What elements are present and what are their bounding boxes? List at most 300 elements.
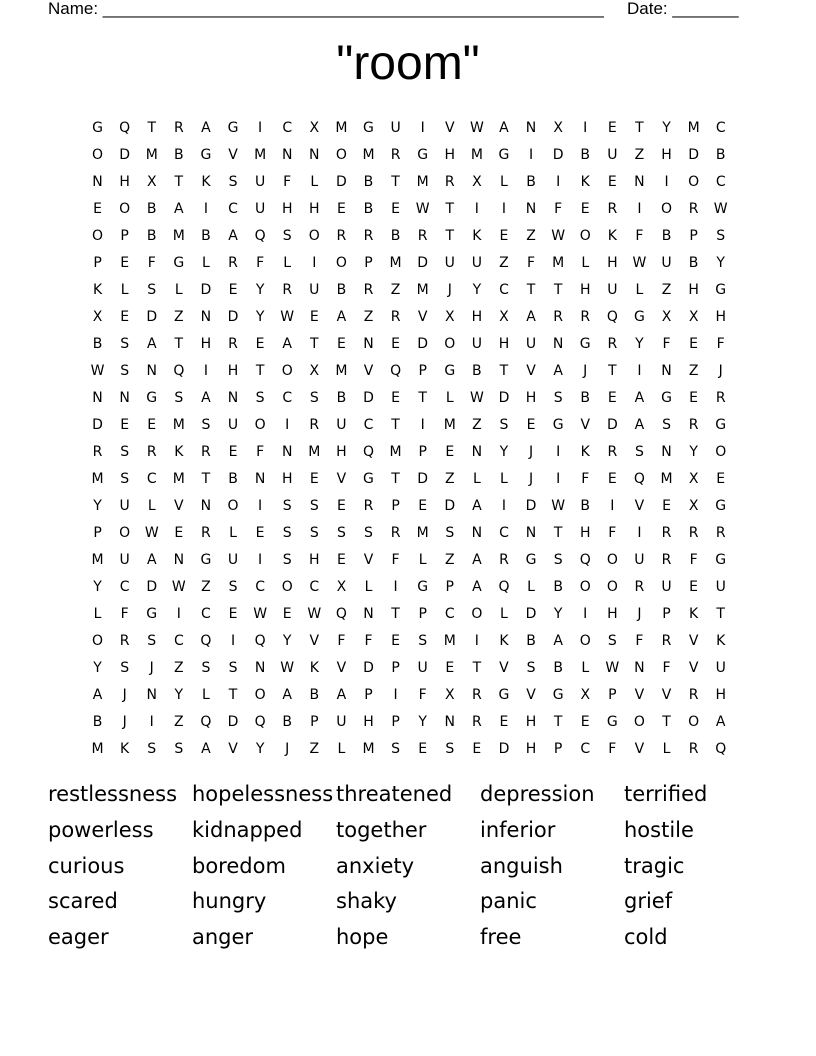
grid-letter: M (172, 416, 185, 433)
grid-letter: L (527, 578, 535, 595)
grid-letter: O (606, 578, 618, 595)
grid-letter: L (202, 686, 210, 703)
grid-letter: S (391, 740, 401, 757)
grid-letter: G (227, 119, 239, 136)
grid-letter: U (254, 173, 266, 190)
grid-letter: R (688, 200, 699, 217)
grid-letter: H (281, 200, 293, 217)
grid-letter: H (281, 470, 293, 487)
word-bank-item: anger (192, 925, 254, 950)
grid-letter: G (363, 470, 374, 487)
grid-letter: R (661, 524, 672, 541)
grid-letter: I (393, 578, 398, 595)
grid-letter: E (93, 200, 102, 217)
grid-letter: S (445, 740, 455, 757)
grid-letter: T (445, 200, 455, 217)
word-bank-item: restlessness (48, 782, 178, 806)
grid-letter: L (147, 497, 156, 514)
grid-letter: D (363, 389, 374, 406)
grid-letter: Q (200, 713, 212, 730)
grid-letter: R (688, 416, 699, 433)
grid-letter: Q (498, 578, 510, 595)
grid-letter: M (308, 443, 321, 460)
grid-letter: M (335, 119, 348, 136)
grid-letter: K (607, 227, 617, 244)
grid-letter: Y (716, 254, 725, 271)
grid-letter: O (281, 362, 293, 379)
grid-letter: E (499, 227, 509, 244)
grid-letter: O (254, 416, 266, 433)
grid-letter: D (606, 416, 618, 433)
grid-letter: S (147, 281, 157, 298)
grid-letter: G (92, 119, 103, 136)
grid-letter: T (499, 362, 509, 379)
grid-letter: S (201, 659, 211, 676)
grid-letter: T (472, 659, 482, 676)
grid-letter: L (472, 470, 481, 487)
grid-letter: A (228, 227, 238, 244)
grid-letter: U (471, 335, 482, 352)
grid-letter: Y (472, 281, 482, 298)
grid-letter: Y (418, 713, 427, 730)
grid-letter: D (92, 416, 103, 433)
grid-letter: H (444, 146, 456, 163)
grid-letter: I (203, 200, 208, 217)
grid-letter: Y (174, 686, 184, 703)
grid-letter: L (93, 605, 102, 622)
grid-letter: W (171, 578, 186, 595)
grid-letter: Y (255, 740, 265, 757)
grid-letter: O (688, 173, 700, 190)
word-bank-item: powerless (48, 817, 154, 842)
grid-letter: E (580, 713, 590, 730)
grid-letter: F (662, 335, 671, 352)
grid-letter: Z (363, 308, 374, 325)
grid-letter: Z (444, 470, 455, 487)
grid-letter: Q (362, 443, 374, 460)
grid-letter: E (607, 119, 617, 136)
grid-letter: Q (579, 551, 591, 568)
grid-letter: S (309, 524, 319, 541)
grid-letter: O (119, 200, 131, 217)
grid-letter: B (580, 497, 591, 514)
grid-letter: G (525, 551, 537, 568)
grid-letter: Z (472, 416, 482, 433)
grid-letter: Z (661, 281, 672, 298)
grid-letter: R (688, 524, 699, 541)
grid-letter: F (635, 632, 644, 649)
grid-letter: A (201, 389, 211, 406)
grid-letter: M (91, 740, 104, 757)
grid-letter: H (336, 443, 347, 460)
grid-letter: C (146, 470, 157, 487)
grid-letter: N (661, 362, 672, 379)
grid-letter: K (580, 173, 590, 190)
grid-letter: Q (606, 308, 618, 325)
grid-letter: M (145, 146, 158, 163)
grid-letter: L (418, 551, 427, 568)
grid-letter: O (633, 713, 645, 730)
grid-letter: F (283, 173, 292, 190)
grid-letter: F (608, 740, 617, 757)
grid-letter: N (634, 659, 645, 676)
grid-letter: X (336, 578, 347, 595)
grid-letter: M (172, 227, 185, 244)
grid-letter: T (553, 713, 563, 730)
grid-letter: E (526, 416, 536, 433)
grid-letter: E (309, 470, 319, 487)
grid-letter: N (309, 146, 320, 163)
grid-letter: D (417, 254, 429, 271)
grid-letter: B (146, 227, 157, 244)
grid-letter: R (499, 551, 509, 568)
grid-letter: I (637, 524, 642, 541)
grid-letter: A (499, 119, 509, 136)
grid-letter: R (363, 227, 374, 244)
grid-letter: K (120, 740, 130, 757)
grid-letter: E (445, 443, 455, 460)
grid-letter: B (715, 146, 726, 163)
grid-letter: E (607, 173, 617, 190)
grid-letter: B (580, 146, 591, 163)
grid-letter: M (91, 470, 104, 487)
grid-letter: E (445, 659, 455, 676)
word-bank-item: anguish (480, 853, 563, 878)
grid-letter: J (149, 659, 154, 676)
grid-letter: N (444, 713, 455, 730)
grid-letter: B (92, 335, 103, 352)
grid-letter: N (173, 551, 185, 568)
word-bank-item: curious (48, 853, 125, 878)
grid-letter: U (336, 713, 347, 730)
grid-letter: E (174, 524, 184, 541)
grid-letter: X (499, 308, 509, 325)
grid-letter: X (444, 308, 455, 325)
grid-letter: W (605, 659, 620, 676)
grid-letter: V (634, 497, 645, 514)
grid-letter: Q (119, 119, 131, 136)
grid-letter: A (336, 686, 347, 703)
grid-letter: S (147, 632, 157, 649)
grid-letter: U (309, 281, 320, 298)
grid-letter: V (417, 308, 428, 325)
grid-letter: R (363, 281, 374, 298)
grid-letter: U (607, 281, 618, 298)
grid-letter: D (363, 659, 374, 676)
grid-letter: K (580, 443, 590, 460)
grid-letter: H (200, 335, 212, 352)
grid-letter: I (556, 443, 561, 460)
grid-letter: B (553, 659, 563, 676)
grid-letter: A (146, 335, 157, 352)
grid-letter: N (525, 119, 537, 136)
grid-letter: X (580, 686, 591, 703)
grid-letter: I (176, 605, 181, 622)
grid-letter: Q (254, 713, 266, 730)
grid-letter: C (444, 605, 455, 622)
grid-letter: I (583, 605, 588, 622)
grid-letter: G (498, 686, 510, 703)
grid-letter: Y (553, 605, 563, 622)
grid-letter: R (92, 443, 103, 460)
grid-letter: W (469, 119, 484, 136)
grid-letter: A (553, 632, 563, 649)
grid-letter: L (120, 281, 129, 298)
grid-letter: Q (254, 227, 266, 244)
grid-letter: Y (93, 659, 102, 676)
grid-letter: K (472, 227, 482, 244)
grid-letter: M (416, 281, 429, 298)
grid-letter: L (581, 254, 590, 271)
grid-letter: O (308, 227, 320, 244)
grid-letter: I (285, 416, 290, 433)
word-bank-item: cold (624, 925, 668, 950)
grid-letter: M (416, 524, 429, 541)
grid-letter: Y (282, 632, 292, 649)
grid-letter: I (230, 632, 236, 649)
grid-letter: V (309, 632, 320, 649)
grid-letter: E (499, 713, 509, 730)
grid-letter: N (525, 524, 537, 541)
grid-letter: N (363, 605, 374, 622)
grid-letter: A (472, 578, 482, 595)
grid-letter: V (174, 497, 184, 514)
word-bank-item: scared (48, 889, 118, 914)
grid-letter: E (391, 200, 400, 217)
grid-letter: T (635, 119, 644, 136)
grid-letter: G (715, 281, 727, 298)
grid-letter: N (146, 362, 157, 379)
grid-letter: F (581, 470, 590, 487)
grid-letter: D (498, 740, 510, 757)
grid-letter: S (553, 389, 563, 406)
grid-letter: W (632, 254, 647, 271)
grid-letter: Y (93, 497, 102, 514)
grid-letter: R (607, 335, 618, 352)
grid-letter: A (634, 389, 645, 406)
grid-letter: J (528, 470, 534, 487)
grid-letter: T (310, 335, 319, 352)
grid-letter: F (364, 632, 373, 649)
grid-letter: X (688, 497, 699, 514)
grid-letter: U (254, 200, 266, 217)
grid-letter: G (173, 254, 185, 271)
grid-letter: R (309, 416, 320, 433)
grid-letter: F (120, 605, 129, 622)
grid-letter: D (688, 146, 699, 163)
grid-letter: F (391, 551, 400, 568)
grid-letter: U (607, 146, 618, 163)
grid-letter: I (474, 632, 479, 649)
grid-letter: E (580, 200, 590, 217)
grid-letter: F (527, 254, 536, 271)
grid-letter: A (282, 686, 292, 703)
grid-letter: S (716, 227, 726, 244)
grid-letter: F (337, 632, 346, 649)
grid-letter: H (525, 740, 537, 757)
grid-letter: U (444, 254, 455, 271)
grid-letter: E (120, 416, 130, 433)
grid-letter: W (280, 659, 295, 676)
grid-letter: O (254, 686, 266, 703)
grid-letter: V (634, 740, 645, 757)
grid-letter: L (662, 740, 671, 757)
grid-letter: G (633, 308, 645, 325)
grid-letter: G (552, 416, 564, 433)
grid-letter: H (579, 524, 591, 541)
grid-letter: P (553, 740, 563, 757)
grid-letter: U (336, 416, 347, 433)
grid-letter: T (391, 470, 400, 487)
grid-letter: I (474, 200, 479, 217)
grid-letter: M (389, 254, 402, 271)
grid-letter: G (715, 551, 727, 568)
grid-letter: I (664, 173, 669, 190)
grid-letter: S (174, 740, 184, 757)
grid-letter: U (227, 551, 239, 568)
word-bank-item: together (336, 817, 427, 842)
grid-letter: I (258, 551, 263, 568)
grid-letter: A (634, 416, 645, 433)
grid-letter: N (634, 173, 645, 190)
grid-letter: C (255, 578, 265, 595)
grid-letter: Z (444, 551, 455, 568)
grid-letter: G (146, 605, 158, 622)
word-bank-item: depression (480, 782, 595, 806)
date-field-label: Date: _______ (627, 0, 739, 18)
grid-letter: X (309, 362, 320, 379)
grid-letter: I (637, 200, 642, 217)
grid-letter: J (637, 605, 642, 622)
grid-letter: L (500, 173, 508, 190)
word-bank-item: anxiety (336, 853, 415, 878)
grid-letter: U (661, 254, 672, 271)
grid-letter: R (336, 227, 347, 244)
grid-letter: P (364, 254, 373, 271)
word-bank (48, 778, 788, 957)
grid-letter: R (607, 443, 618, 460)
grid-letter: A (472, 551, 482, 568)
grid-letter: O (661, 200, 673, 217)
grid-letter: V (634, 686, 645, 703)
grid-letter: G (498, 146, 510, 163)
grid-letter: M (443, 416, 456, 433)
grid-letter: W (144, 524, 159, 541)
grid-letter: B (580, 389, 591, 406)
grid-letter: W (551, 497, 566, 514)
word-bank-item: free (480, 925, 522, 950)
grid-letter: L (581, 659, 590, 676)
grid-letter: D (146, 578, 158, 595)
grid-letter: P (418, 443, 427, 460)
grid-letter: P (310, 713, 319, 730)
grid-letter: K (309, 659, 319, 676)
grid-letter: U (417, 659, 428, 676)
grid-letter: S (147, 740, 157, 757)
grid-letter: K (92, 281, 103, 298)
grid-letter: I (556, 470, 561, 487)
grid-letter: N (281, 443, 293, 460)
grid-letter: R (444, 173, 455, 190)
grid-letter: B (526, 632, 536, 649)
grid-letter: B (282, 713, 292, 730)
grid-letter: R (715, 524, 726, 541)
grid-letter: M (91, 551, 104, 568)
grid-letter: P (364, 686, 373, 703)
grid-letter: U (227, 416, 239, 433)
grid-letter: V (580, 416, 591, 433)
grid-letter: H (309, 200, 320, 217)
grid-letter: R (390, 146, 401, 163)
word-bank-item: hopelessness (192, 782, 334, 806)
grid-letter: G (444, 362, 456, 379)
grid-letter: D (227, 713, 239, 730)
grid-letter: I (312, 254, 317, 271)
grid-letter: A (201, 119, 211, 136)
grid-letter: D (444, 497, 456, 514)
grid-letter: S (309, 389, 319, 406)
grid-letter: M (552, 254, 565, 271)
grid-letter: X (688, 308, 699, 325)
word-bank-item: kidnapped (192, 817, 303, 842)
grid-letter: R (553, 308, 563, 325)
grid-letter: E (716, 470, 726, 487)
grid-letter: C (715, 173, 726, 190)
grid-letter: R (471, 686, 482, 703)
grid-letter: P (391, 713, 400, 730)
grid-letter: J (285, 740, 290, 757)
grid-letter: T (174, 335, 184, 352)
grid-letter: N (227, 389, 239, 406)
grid-letter: S (282, 551, 292, 568)
grid-letter: E (120, 254, 130, 271)
grid-letter: S (282, 497, 292, 514)
grid-letter: R (580, 308, 591, 325)
grid-letter: K (174, 443, 184, 460)
grid-letter: E (391, 632, 400, 649)
grid-letter: S (634, 443, 644, 460)
grid-letter: I (258, 497, 263, 514)
grid-letter: G (146, 389, 158, 406)
grid-letter: Z (201, 578, 211, 595)
grid-letter: R (661, 551, 672, 568)
grid-letter: B (146, 200, 157, 217)
grid-letter: T (201, 470, 211, 487)
grid-letter: B (390, 227, 401, 244)
grid-letter: D (525, 497, 537, 514)
grid-letter: W (280, 308, 295, 325)
grid-letter: H (525, 713, 537, 730)
grid-letter: T (391, 605, 400, 622)
grid-letter: L (337, 740, 346, 757)
grid-letter: T (174, 173, 184, 190)
grid-letter: C (309, 578, 320, 595)
grid-letter: F (147, 254, 156, 271)
grid-letter: B (309, 686, 320, 703)
grid-letter: H (471, 308, 483, 325)
grid-letter: M (362, 740, 375, 757)
word-bank-item: inferior (480, 817, 556, 842)
grid-letter: Y (499, 443, 509, 460)
grid-letter: N (119, 389, 130, 406)
grid-letter: P (391, 497, 400, 514)
grid-letter: E (336, 335, 346, 352)
grid-letter: Z (174, 713, 184, 730)
grid-letter: I (420, 416, 425, 433)
grid-letter: C (228, 200, 238, 217)
grid-letter: R (146, 443, 157, 460)
grid-letter: R (688, 740, 699, 757)
